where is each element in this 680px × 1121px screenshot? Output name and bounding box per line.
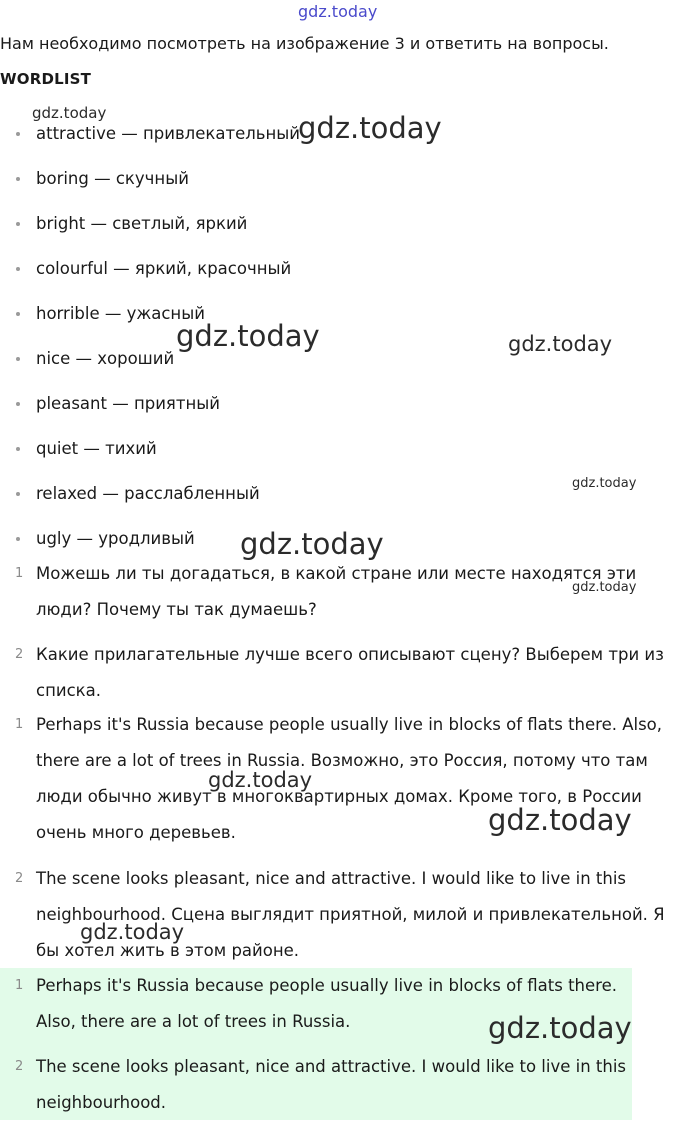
answer-row xyxy=(0,861,680,969)
word-entry: pleasant — приятный xyxy=(36,394,221,413)
word-entry: horrible — ужасный xyxy=(36,304,205,323)
wordlist-heading: WORDLIST xyxy=(0,70,92,88)
word-entry: bright — светлый, яркий xyxy=(36,214,248,233)
list-item xyxy=(0,297,300,342)
bullet-icon xyxy=(16,357,20,361)
answer-text: The scene looks pleasant, nice and attractive. I would like to live in this neighbourhood. xyxy=(36,1057,627,1112)
intro-text: Нам необходимо посмотреть на изображение 3 и ответить на вопросы. xyxy=(0,34,609,53)
bullet-icon xyxy=(16,132,20,136)
wordlist xyxy=(0,117,300,567)
bullet-icon xyxy=(16,447,20,451)
watermark: gdz.today xyxy=(80,920,185,944)
watermark-top: gdz.today xyxy=(298,2,378,21)
watermark: gdz.today xyxy=(298,111,442,145)
word-entry: boring — скучный xyxy=(36,169,189,188)
answer-1 xyxy=(0,968,632,1040)
question-number: 1 xyxy=(15,566,24,581)
question-text: Можешь ли ты догадаться, в какой стране или месте находятся эти люди? Почему ты так думаешь? xyxy=(36,564,637,619)
word-entry: colourful — яркий, красочный xyxy=(36,259,292,278)
answer-2 xyxy=(0,1049,632,1121)
translated-answer-1 xyxy=(0,707,680,851)
answer-number: 1 xyxy=(15,717,24,732)
list-item xyxy=(0,252,300,297)
question-text: Какие прилагательные лучше всего описывают сцену? Выберем три из списка. xyxy=(36,645,664,700)
word-entry: ugly — уродливый xyxy=(36,529,195,548)
question-1 xyxy=(0,556,680,628)
answer-text: Perhaps it's Russia because people usually live in blocks of flats there. Also, there are a lot of trees in Russia. Возможно, это Россия, потому что там люди обычно живут в многоквартирных домах. Кроме того, в России очень много деревьев. xyxy=(36,715,663,842)
answer-row xyxy=(0,707,680,851)
bullet-icon xyxy=(16,537,20,541)
answer-text: The scene looks pleasant, nice and attractive. I would like to live in this neighbourhood. Сцена выглядит приятной, милой и привлекательной. Я бы хотел жить в этом районе. xyxy=(36,869,665,960)
translated-answer-2 xyxy=(0,861,680,969)
answer-number: 2 xyxy=(15,871,24,886)
list-item xyxy=(0,477,300,522)
question-row xyxy=(0,556,680,628)
watermark: gdz.today xyxy=(240,527,384,561)
question-row xyxy=(0,637,680,709)
bullet-icon xyxy=(16,177,20,181)
watermark: gdz.today xyxy=(208,768,313,792)
bullet-icon xyxy=(16,312,20,316)
watermark: gdz.today xyxy=(488,803,632,837)
watermark: gdz.today xyxy=(508,332,613,356)
bullet-icon xyxy=(16,267,20,271)
answer-text: Perhaps it's Russia because people usually live in blocks of flats there. Also, there are a lot of trees in Russia. xyxy=(36,976,617,1031)
bullet-icon xyxy=(16,492,20,496)
word-entry: attractive — привлекательный xyxy=(36,124,301,143)
bullet-icon xyxy=(16,222,20,226)
watermark: gdz.today xyxy=(176,319,320,353)
watermark: gdz.today xyxy=(572,476,637,491)
answer-row xyxy=(0,1049,632,1121)
word-entry: relaxed — расслабленный xyxy=(36,484,260,503)
word-entry: nice — хороший xyxy=(36,349,175,368)
watermark: gdz.today xyxy=(572,580,637,595)
answer-row xyxy=(0,968,632,1040)
word-entry: quiet — тихий xyxy=(36,439,157,458)
list-item xyxy=(0,207,300,252)
watermark: gdz.today xyxy=(488,1011,632,1045)
list-item xyxy=(0,162,300,207)
answer-number: 2 xyxy=(15,1059,24,1074)
list-item xyxy=(0,387,300,432)
list-item xyxy=(0,432,300,477)
question-2 xyxy=(0,637,680,709)
bullet-icon xyxy=(16,402,20,406)
answer-number: 1 xyxy=(15,978,24,993)
question-number: 2 xyxy=(15,647,24,662)
list-item xyxy=(0,117,300,162)
list-item xyxy=(0,342,300,387)
watermark: gdz.today xyxy=(32,104,107,122)
